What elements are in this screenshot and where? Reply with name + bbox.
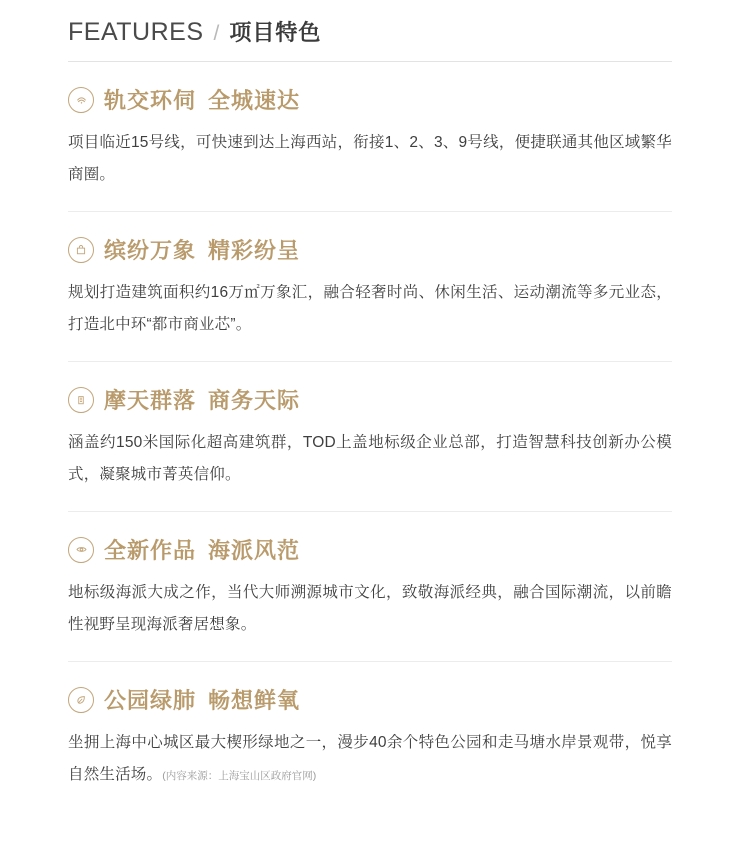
leaf-icon [68, 687, 94, 713]
feature-body: 项目临近15号线，可快速到达上海西站，衔接1、2、3、9号线，便捷联通其他区域繁华商圈。 [68, 134, 672, 183]
source-note: (内容来源：上海宝山区政府官网) [162, 770, 317, 782]
feature-title [68, 534, 672, 565]
feature-body: 地标级海派大成之作，当代大师溯源城市文化，致敬海派经典，融合国际潮流，以前瞻性视野呈现海派奢居想象。 [68, 584, 672, 633]
page-title [68, 0, 672, 62]
feature-body: 涵盖约150米国际化超高建筑群，TOD上盖地标级企业总部，打造智慧科技创新办公模式，凝聚城市菁英信仰。 [68, 434, 672, 483]
feature-title-sub: 精彩纷呈 [208, 238, 301, 263]
feature-title-sub: 商务天际 [208, 388, 301, 413]
section-title-cn: 项目特色 [229, 20, 322, 45]
feature-title-main: 全新作品 [104, 538, 197, 563]
subway-icon [68, 87, 94, 113]
feature-title-main: 轨交环伺 [104, 88, 197, 113]
feature-title-sub: 畅想鲜氧 [208, 688, 301, 713]
feature-title [68, 684, 672, 715]
section-title-en: FEATURES [68, 18, 204, 46]
feature-title-sub: 全城速达 [208, 88, 301, 113]
feature-item [68, 512, 672, 662]
feature-title-main: 公园绿肺 [104, 688, 197, 713]
feature-item [68, 362, 672, 512]
feature-title-main: 摩天群落 [104, 388, 197, 413]
feature-title-main: 缤纷万象 [104, 238, 197, 263]
feature-title [68, 384, 672, 415]
feature-item [68, 62, 672, 212]
feature-item [68, 662, 672, 812]
feature-body [68, 727, 672, 792]
eye-icon [68, 537, 94, 563]
tower-icon [68, 387, 94, 413]
feature-title-sub: 海派风范 [208, 538, 301, 563]
feature-item [68, 212, 672, 362]
feature-title [68, 84, 672, 115]
feature-body-text: 坐拥上海中心城区最大楔形绿地之一，漫步40余个特色公园和走马塘水岸景观带，悦享自然生活场。 [68, 734, 672, 783]
feature-body: 规划打造建筑面积约16万㎡万象汇，融合轻奢时尚、休闲生活、运动潮流等多元业态，打造北中环“都市商业芯”。 [68, 284, 672, 333]
feature-title [68, 234, 672, 265]
title-separator: / [213, 22, 220, 45]
shopping-bag-icon [68, 237, 94, 263]
